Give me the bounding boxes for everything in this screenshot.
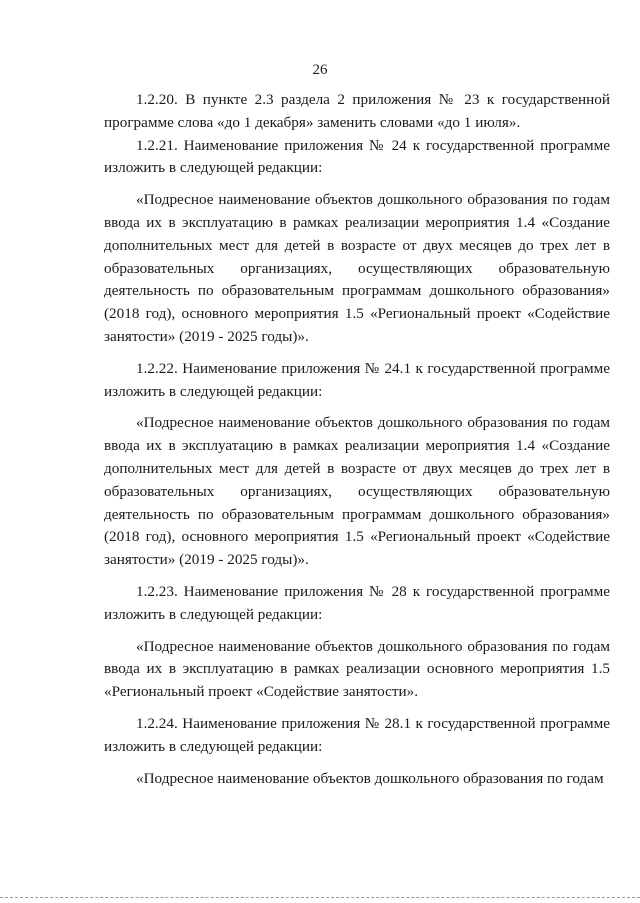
paragraph-1-2-20: 1.2.20. В пункте 2.3 раздела 2 приложения № 23 к государственной программе слова «до 1 декабря» заменить словами «до 1 июля». [104,91,610,131]
paragraph-1-2-22: 1.2.22. Наименование приложения № 24.1 к государственной программе изложить в следующей редакции: [104,359,610,400]
paragraph-1-2-21: 1.2.21. Наименование приложения № 24 к государственной программе изложить в следующей редакции: [104,136,610,177]
paragraph-1-2-23: 1.2.23. Наименование приложения № 28 к государственной программе изложить в следующей редакции: [104,582,610,623]
quoted-text-appendix-28: «Подресное наименование объектов дошкольного образования по годам ввода их в эксплуатацию в рамках реализации основного мероприятия 1.5 «Региональный проект «Содействие занятости». [104,637,610,701]
paragraph-1-2-24: 1.2.24. Наименование приложения № 28.1 к государственной программе изложить в следующей редакции: [104,714,610,755]
quoted-text-appendix-24-1: «Подресное наименование объектов дошкольного образования по годам ввода их в эксплуатацию в рамках реализации мероприятия 1.4 «Создание дополнительных мест для детей в возрасте от двух месяцев до трех лет в образовательных организациях, осуществляющих образовательную деятельность по образовательным программам дошкольного образования» (2018 год), основного мероприятия 1.5 «Региональный проект «Содействие занятости» (2019 - 2025 годы)». [104,414,610,569]
page-bottom-divider [0,897,640,898]
quoted-text-appendix-24: «Подресное наименование объектов дошкольного образования по годам ввода их в эксплуатацию в рамках реализации мероприятия 1.4 «Создание дополнительных мест для детей в возрасте от двух месяцев до трех лет в образовательных организациях, осуществляющих образовательную деятельность по образовательным программам дошкольного образования» (2018 год), основного мероприятия 1.5 «Региональный проект «Содействие занятости» (2019 - 2025 годы)». [104,191,610,345]
page-number: 26 [312,62,328,78]
quoted-text-appendix-28-1: «Подресное наименование объектов дошкольного образования по годам [136,769,604,787]
document-body [104,89,610,790]
